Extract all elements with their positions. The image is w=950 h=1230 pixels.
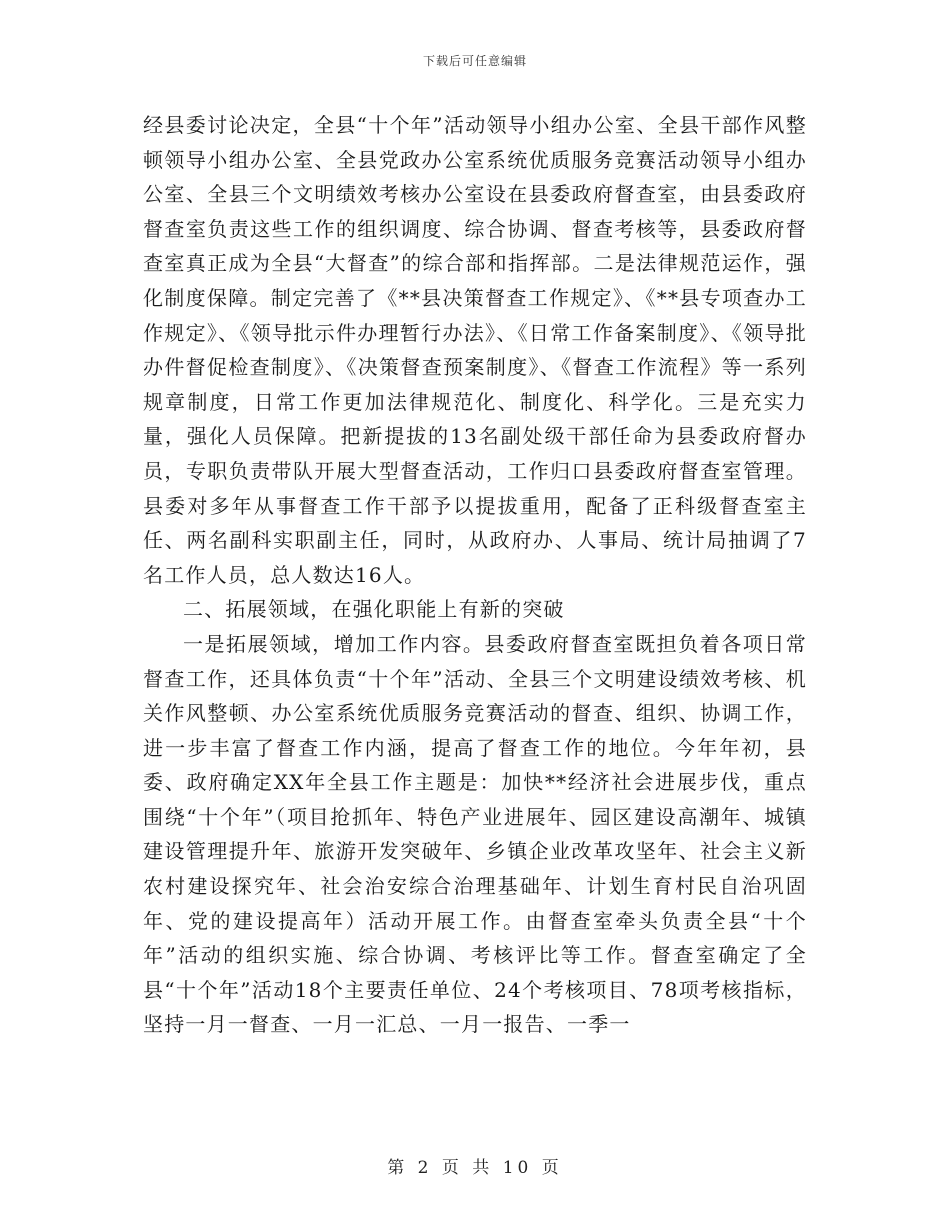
page-header: 下载后可任意编辑 <box>422 54 527 68</box>
paragraph: 一是拓展领域，增加工作内容。县委政府督查室既担负着各项日常督查工作，还具体负责“十个年”活动、全县三个文明建设绩效考核、机关作风整顿、办公室系统优质服务竞赛活动的督查、组织、协调工作，进一步丰富了督查工作内涵，提高了督查工作的地位。今年年初，县委、政府确定XX年全县工作主题是：加快**经济社会进展步伐，重点围绕“十个年”（项目抢抓年、特色产业进展年、园区建设高潮年、城镇建设管理提升年、旅游开发突破年、乡镇企业改革攻坚年、社会主义新农村建设探究年、社会治安综合治理基础年、计划生育村民自治巩固年、党的建设提高年）活动开展工作。由督查室牵头负责全县“十个年”活动的组织实施、综合协调、考核评比等工作。督查室确定了全县“十个年”活动18个主要责任单位、24个考核项目、78项考核指标，坚持一月一督查、一月一汇总、一月一报告、一季一 <box>143 631 807 1037</box>
paragraph: 经县委讨论决定，全县“十个年”活动领导小组办公室、全县干部作风整顿领导小组办公室、全县党政办公室系统优质服务竞赛活动领导小组办公室、全县三个文明绩效考核办公室设在县委政府督查室，由县委政府督查室负责这些工作的组织调度、综合协调、督查考核等，县委政府督查室真正成为全县“大督查”的综合部和指挥部。二是法律规范运作，强化制度保障。制定完善了《**县决策督查工作规定》、《**县专项查办工作规定》、《领导批示件办理暂行办法》、《日常工作备案制度》、《领导批办件督促检查制度》、《决策督查预案制度》、《督查工作流程》等一系列规章制度，日常工作更加法律规范化、制度化、科学化。三是充实力量，强化人员保障。把新提拔的13名副处级干部任命为县委政府督办员，专职负责带队开展大型督查活动，工作归口县委政府督查室管理。县委对多年从事督查工作干部予以提拔重用，配备了正科级督查室主任、两名副科实职副主任，同时，从政府办、人事局、统计局抽调了7名工作人员，总人数达16人。 <box>143 113 807 587</box>
section-heading: 二、拓展领域，在强化职能上有新的突破 <box>183 597 565 622</box>
page-number: 第 2 页 共 10 页 <box>387 1158 563 1178</box>
document-body <box>143 108 807 1042</box>
